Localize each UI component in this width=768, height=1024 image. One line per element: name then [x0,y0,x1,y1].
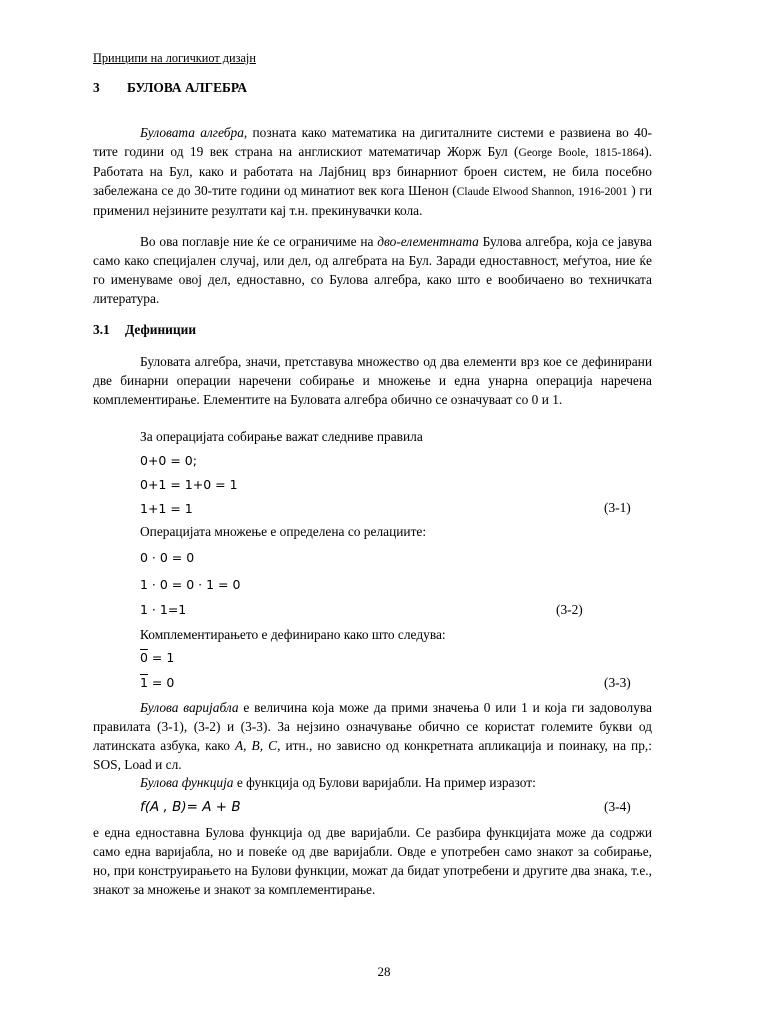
term-boolean-variable: Булова варијабла [140,700,239,715]
complement-result: = 0 [147,675,175,690]
variable-text: е величина која може да прими значења 0 или 1 и која ги задоволува правилата (3-1), (3-2) и (3-3). За нејзино означување обично се користат големите букви од латинската азбука, како [93,700,652,753]
equation-number-3-3: (3-3) [604,675,631,690]
intro-text: ). Работата на Бул, како и работата на Лајбниц врз бинарниот броен систем, не била посебно забележана се до 30-тите години од минатиот век кога Шенон ( [93,143,652,198]
complement-rule-1 [140,650,174,665]
variable-letters: A, B, C [234,737,278,753]
term-two-element: дво-елементната [377,234,479,249]
variable-text: , итн., но зависно од конкретната апликација и поинаку, на пр,: SOS, Load и сл. [93,737,652,772]
intro-text: , позната како математика на дигиталните системи е развиена во 40-тите години од 19 век страна на англискиот математичар Жорж Бул ( [93,125,652,159]
function-intro [140,775,536,791]
intro-paragraph-1 [93,124,652,221]
intro-text: ) ги применил нејзините резултати кај т.н. прекинувачки кола. [93,182,652,218]
complement-zero: 0 [140,650,148,665]
equation-number-3-1: (3-1) [604,500,631,515]
complement-result: = 1 [147,650,175,665]
closing-paragraph: е една едноставна Булова функција од две варијабли. Се разбира функцијата може да содржи само една варијабла, но и повеќе од две варијабли. Овде е употребен само знакот за собирање, но, при конструирањето на Булови функции, можат да бидат употребени и другите два знака, т.е., знакот за множење и знакот за комплементирање. [93,825,652,897]
chapter-title [93,80,247,96]
complement-one: 1 [140,675,148,690]
intro-text: Во ова поглавје ние ќе се ограничиме на [140,234,378,249]
shannon-dates: Claude Elwood Shannon, 1916-2001 [456,185,628,198]
definition-paragraph: Буловата алгебра, значи, претставува множество од два елементи врз кое се дефинирани две бинарни операции наречени собирање и множење и една унарна операција наречена комплементирање. Елементите на Буловата алгебра обично се означуваат со 0 и 1. [93,354,652,407]
multiplication-intro: Операцијата множење е определена со релациите: [140,524,427,539]
section-title [93,322,196,338]
function-text: е функција од Булови варијабли. На пример изразот: [233,775,536,790]
section-title-text: Дефиниции [125,322,197,337]
intro-paragraph-2 [93,233,652,309]
chapter-title-text: БУЛОВА АЛГЕБРА [127,80,248,95]
chapter-number: 3 [93,80,100,95]
equation-number-3-2: (3-2) [556,602,583,617]
addition-intro: За операцијата собирање важат следниве правила [140,429,423,444]
section-number: 3.1 [93,322,110,337]
multiplication-rule-2: 1 · 0 = 0 · 1 = 0 [140,577,241,592]
term-boolean-algebra: Буловата алгебра [140,125,244,140]
complement-rule-2 [140,675,174,690]
addition-rule-3: 1+1 = 1 [140,501,193,516]
variable-paragraph [93,699,652,775]
equation-number-3-4: (3-4) [604,799,631,814]
formula: f(A , B)= A + B [140,799,241,815]
multiplication-rule-3: 1 · 1=1 [140,602,187,617]
addition-rule-1: 0+0 = 0; [140,453,197,468]
addition-rule-2: 0+1 = 1+0 = 1 [140,477,238,492]
term-boolean-function: Булова функција [140,775,234,790]
complement-intro: Комплементирањето е дефинирано како што следува: [140,627,446,642]
running-header: Принципи на логичкиот дизајн [93,51,256,65]
page-number: 28 [377,964,391,979]
multiplication-rule-1: 0 · 0 = 0 [140,550,195,565]
intro-text: Булова алгебра, која се јавува само како специјален случај, или дел, од алгебрата на Бул. Заради едноставност, меѓутоа, ние ќе го именуваме овој дел, едноставно, со Булова алгебра, како што е вообичаено во техничката литература. [93,234,652,306]
boole-dates: George Boole, 1815-1864 [518,146,645,159]
